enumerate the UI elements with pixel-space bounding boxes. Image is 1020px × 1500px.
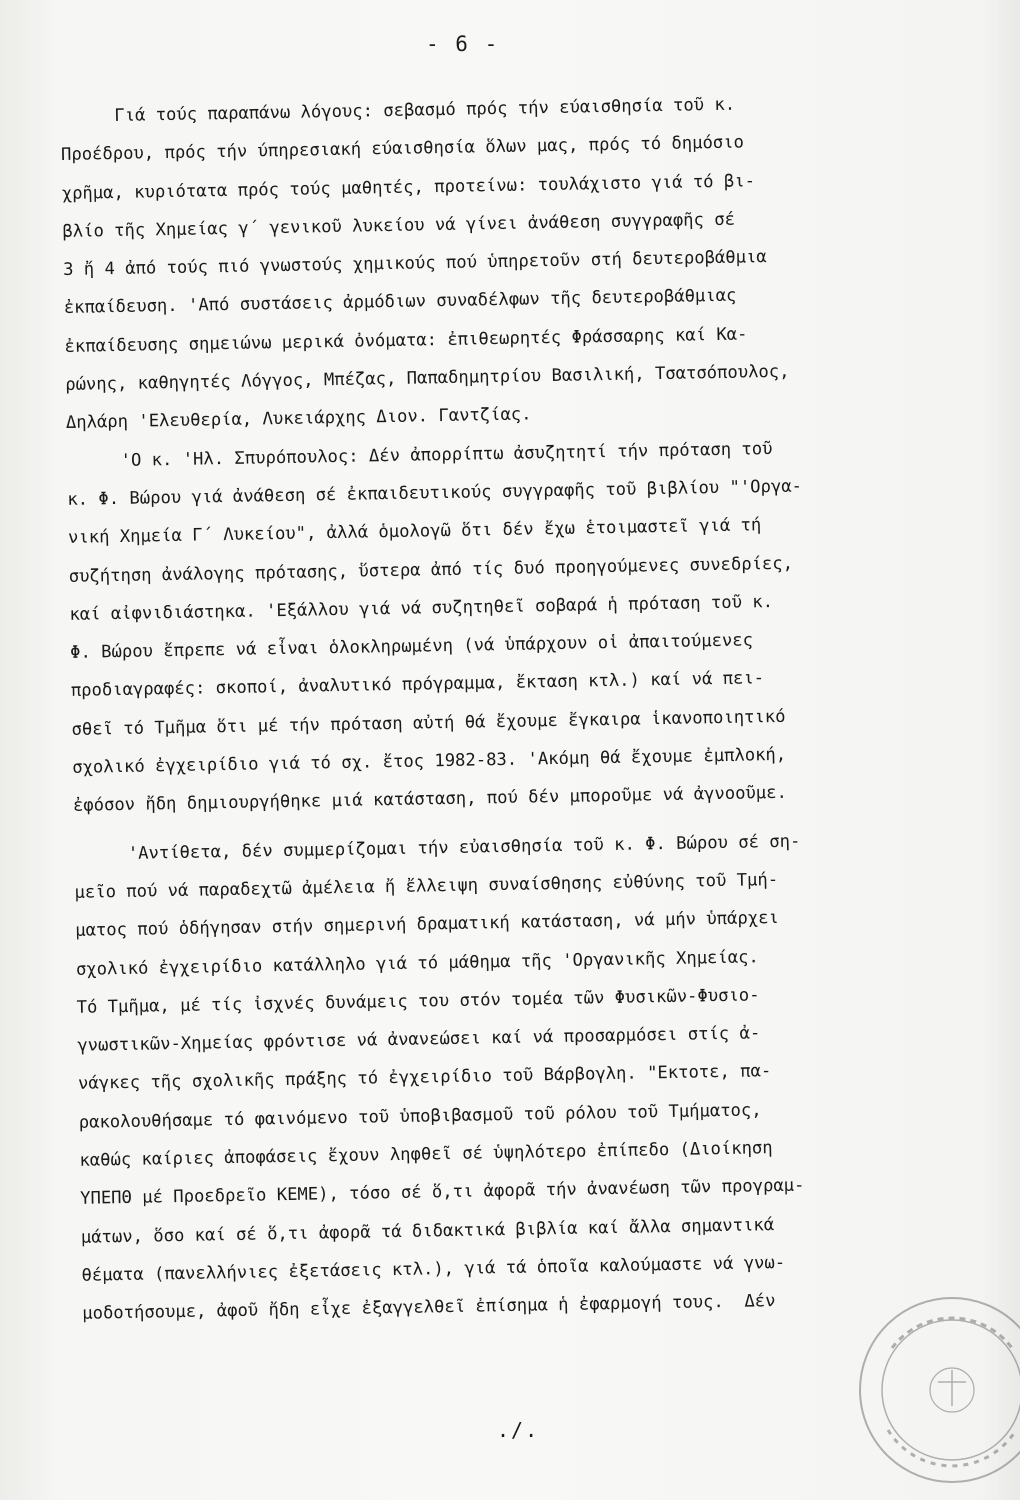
text-line: Προέδρου, πρός τήν ύπηρεσιακή εύαισθησία ὅλων μας, πρός τό δημόσιο [60,132,745,166]
text-line: γνωστικῶν-Χημείας φρόντισε νά ἀνανεώσει καί νά προσαρμόσει στίς ἀ- [77,1023,761,1056]
paragraph-1 [60,81,1016,443]
text-line: 'Αντίθετα, δέν συμμερίζομαι τήν εὐαισθησία τοῦ κ. Φ. Βώρου σέ ση- [127,831,801,864]
text-line: Φ. Βώρου ἔπρεπε νά εἶναι ὁλοκληρωμένη (νά ὑπάρχουν οἱ ἀπαιτούμενες [69,630,754,664]
text-line: ἐκπαίδευσης σημειώνω μερικά ὀνόματα: ἐπιθεωρητές Φράσσαρης καί Κα- [64,324,748,357]
text-line: νάγκες τῆς σχολικῆς πράξης τό ἐγχειρίδιο τοῦ Βάρβογλη. "Εκτοτε, πα- [77,1061,772,1095]
text-line: νική Χημεία Γ΄ Λυκείου", ἀλλά ὁμολογῶ ὅτι δέν ἔχω ἑτοιμαστεῖ γιά τή [67,515,762,549]
text-line: σχολικό ἐγχειρίδιο κατάλληλο γιά τό μάθημα τῆς 'Οργανικῆς Χημείας. [75,946,759,980]
text-line: βλίο τῆς Χημείας γ΄ γενικοῦ λυκείου νά γίνει ἀνάθεση συγγραφῆς σέ [62,209,736,242]
text-line: Δηλάρη 'Ελευθερία, Λυκειάρχης Διον. Γαντζίας. [65,404,532,434]
continuation-mark: ./. [497,1418,540,1442]
page-number: - 6 - [426,32,500,56]
text-line: μάτων, ὅσο καί σέ ὅ,τι ἀφορᾶ τά διδακτικά βιβλία καί ἄλλα σημαντικά [80,1214,775,1248]
text-line: καί αἰφνιδιάστηκα. 'Εξάλλου γιά νά συζητηθεῖ σοβαρά ἡ πρόταση τοῦ κ. [69,591,774,625]
text-line: χρῆμα, κυριότατα πρός τούς μαθητές, προτείνω: τουλάχιστο γιά τό βι- [61,170,756,204]
official-seal-stamp [852,1290,1020,1490]
text-line: ρακολουθήσαμε τό φαινόμενο τοῦ ὑποβιβασμοῦ τοῦ ρόλου τοῦ Τμήματος, [78,1100,762,1133]
paragraph-2 [66,425,1020,825]
document-body [60,81,1020,1334]
text-line: ἐφόσον ἤδη δημιουργήθηκε μιά κατάσταση, πού δέν μποροῦμε νά ἀγνοοῦμε. [72,783,788,817]
text-line: Τό Τμῆμα, μέ τίς ἰσχνές δυνάμεις του στόν τομέα τῶν Φυσικῶν-Φυσιο- [76,985,760,1018]
text-line: ματος πού ὁδήγησαν στήν σημερινή δραματική κατάσταση, νά μήν ὑπάρχει [75,908,779,942]
text-line: σχολικό ἐγχειρίδιο γιά τό σχ. ἔτος 1982-83. 'Ακόμη θά ἔχουμε ἐμπλοκή, [72,744,787,778]
text-line: συζήτηση ἀνάλογης πρότασης, ὕστερα ἀπό τίς δυό προηγούμενες συνεδρίες, [68,553,794,587]
text-line: προδιαγραφές: σκοποί, ἀναλυτικό πρόγραμμα, ἔκταση κτλ.) καί νά πει- [70,668,765,702]
text-line: καθώς καίριες ἀποφάσεις ἔχουν ληφθεῖ σέ ὑψηλότερο ἐπίπεδο (Διοίκηση [79,1138,773,1171]
text-line: μεῖο πού νά παραδεχτῶ ἀμέλεια ἤ ἔλλειψη συναίσθησης εὐθύνης τοῦ Τμή- [74,869,779,903]
text-line: θέματα (πανελλήνιες ἐξετάσεις κτλ.), γιά τά ὁποῖα καλούμαστε νά γνω- [81,1252,786,1286]
text-line: 'Ο κ. 'Ηλ. Σπυρόπουλος: Δέν ἀπορρίπτω ἀσυζητητί τήν πρόταση τοῦ [120,438,773,471]
text-line: μοδοτήσουμε, ἀφοῦ ἤδη εἶχε ἐξαγγελθεῖ ἐπίσημα ἡ ἐφαρμογή τους. Δέν [82,1291,776,1324]
text-line: Γιά τούς παραπάνω λόγους: σεβασμό πρός τήν εύαισθησία τοῦ κ. [114,94,736,127]
text-line: κ. Φ. Βώρου γιά ἀνάθεση σέ ἐκπαιδευτικούς συγγραφῆς τοῦ βιβλίου "'Οργα- [67,476,803,510]
text-line: 3 ἤ 4 ἀπό τούς πιό γνωστούς χημικούς πού ὑπηρετοῦν στή δευτεροβάθμια [62,247,767,281]
text-line: σθεῖ τό Τμῆμα ὅτι μέ τήν πρόταση αὐτή θά ἔχουμε ἔγκαιρα ἱκανοποιητικό [71,706,786,740]
text-line: ἐκπαίδευση. 'Από συστάσεις ἀρμόδιων συναδέλφων τῆς δευτεροβάθμιας [63,286,737,319]
text-line: ΥΠΕΠΘ μέ Προεδρεῖο ΚΕΜΕ), τόσο σέ ὅ,τι ἀφορᾶ τήν ἀνανέωση τῶν προγραμ- [79,1175,805,1210]
text-line: ρώνης, καθηγητές Λόγγος, Μπέζας, Παπαδημητρίου Βασιλική, Τσατσόπουλος, [65,361,790,396]
paragraph-3 [74,818,1020,1333]
